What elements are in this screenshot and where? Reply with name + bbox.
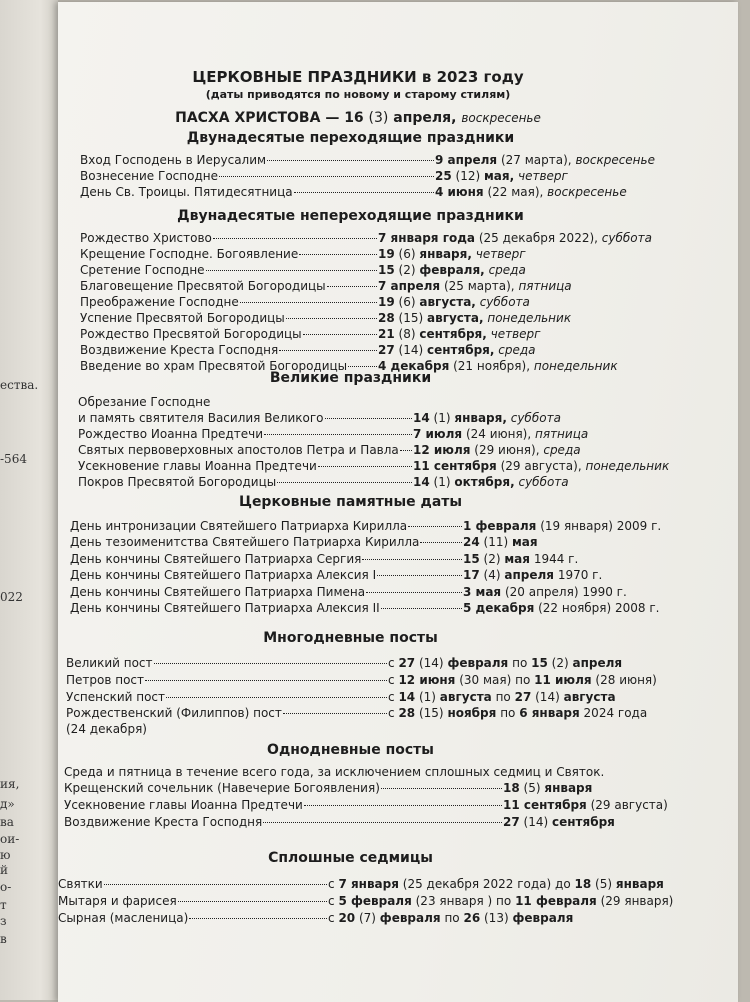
calendar-page [58, 2, 738, 1002]
table-row [80, 262, 526, 278]
fast-continuation: (24 декабря) [66, 722, 147, 736]
leader-dots [318, 466, 412, 467]
period-name: Сырная (масленица) [58, 911, 189, 925]
table-row [80, 184, 627, 200]
new-style-date: 7 апреля [378, 279, 441, 293]
table-row [80, 152, 655, 168]
month: января, [419, 247, 472, 261]
table-row [64, 780, 592, 796]
table-row [80, 278, 572, 294]
leader-dots [286, 318, 377, 319]
year: 1944 г. [533, 552, 579, 566]
holiday-name: Усекновение главы Иоанна Предтечи [78, 459, 317, 473]
holiday-date [503, 797, 668, 813]
to-new-date: 26 [463, 911, 481, 925]
period-range [388, 672, 657, 688]
month: апреля [504, 568, 554, 582]
table-row [80, 294, 530, 310]
holiday-date [413, 426, 588, 442]
period-range [388, 689, 616, 705]
old-style-date: (14) [523, 815, 549, 829]
month: августа, [419, 295, 476, 309]
left-page-fragment: й [0, 863, 8, 877]
new-style-date: 28 [378, 311, 395, 325]
holiday-name: Вход Господень в Иерусалим [80, 153, 267, 167]
oneday_fasts-heading: Однодневные посты [267, 742, 434, 758]
leader-dots [420, 542, 462, 543]
table-row [78, 458, 669, 474]
from-new-date: 20 [338, 911, 356, 925]
pascha-month: апреля, [393, 110, 457, 126]
leader-dots [325, 418, 412, 419]
leader-dots [104, 884, 327, 885]
table-row [58, 876, 664, 892]
continuous_weeks-heading: Сплошные седмицы [268, 850, 433, 866]
left-page-fragment: ю [0, 848, 11, 862]
left-page-fragment: ва [0, 815, 14, 829]
new-style-date: 3 мая [463, 585, 502, 599]
leader-dots [145, 680, 387, 681]
new-style-date: 11 сентября [413, 459, 497, 473]
old-style-date: (21 ноября), [453, 359, 531, 373]
old-style-date: (20 апреля) 1990 г. [504, 585, 627, 599]
holiday-name: Крещенский сочельник (Навечерие Богоявления) [64, 781, 380, 795]
leader-dots [277, 482, 412, 483]
weekday: четверг [490, 327, 541, 341]
holiday-name: Сретение Господне [80, 263, 205, 277]
month: сентября, [427, 343, 495, 357]
from-prefix: с [388, 673, 395, 687]
weekday: четверг [475, 247, 526, 261]
memorial-heading: Церковные памятные даты [238, 494, 463, 510]
holiday-date [378, 294, 530, 310]
period-name: Мытаря и фарисея [58, 894, 177, 908]
old-style-date: (14) [398, 343, 424, 357]
left-page-fragment: ои- [0, 832, 20, 846]
old-style-date: (29 августа), [500, 459, 582, 473]
from-old-date: (1) [418, 690, 436, 704]
month: мая, [484, 169, 515, 183]
from-prefix: с [328, 911, 335, 925]
left-page-fragment: з [0, 914, 7, 928]
table-row [58, 893, 673, 909]
range-joiner: по [515, 673, 531, 687]
table-row [64, 814, 615, 830]
month: февраля, [419, 263, 485, 277]
leader-dots [294, 192, 434, 193]
holiday-date [463, 551, 578, 567]
table-row [70, 584, 627, 600]
holiday-name: Вознесение Господне [80, 169, 218, 183]
holiday-date [463, 518, 661, 534]
table-row [70, 600, 660, 616]
holiday-date [378, 310, 571, 326]
old-style-date: (15) [398, 311, 424, 325]
weekday: среда [543, 443, 581, 457]
leader-dots [400, 450, 412, 451]
weekday: суббота [518, 475, 569, 489]
old-style-date: (5) [523, 781, 541, 795]
weekday: суббота [479, 295, 530, 309]
from-prefix: с [328, 894, 335, 908]
from-prefix: с [328, 877, 335, 891]
new-style-date: 9 апреля [435, 153, 498, 167]
holiday-name: Рождество Христово [80, 231, 212, 245]
new-style-date: 7 января года [378, 231, 475, 245]
leader-dots [154, 663, 387, 664]
holiday-name: День Св. Троицы. Пятидесятница [80, 185, 293, 199]
new-style-date: 17 [463, 568, 480, 582]
holiday-date [503, 780, 592, 796]
table-row [80, 230, 652, 246]
leader-dots [219, 176, 434, 177]
oneday-intro: Среда и пятница в течение всего года, за исключением сплошных седмиц и Святок. [64, 765, 605, 779]
new-style-date: 5 декабря [463, 601, 535, 615]
weekday: воскресенье [547, 185, 627, 199]
old-style-date: (25 декабря 2022), [478, 231, 598, 245]
from-old-date: (30 мая) [459, 673, 512, 687]
holiday-date [378, 262, 526, 278]
old-style-date: (1) [433, 411, 451, 425]
holiday-date [463, 584, 627, 600]
holiday-name: Воздвижение Креста Господня [64, 815, 263, 829]
left-page-fragment: ия, [0, 777, 20, 791]
movable-heading: Двунадесятые переходящие праздники [186, 130, 515, 146]
from-new-date: 14 [398, 690, 416, 704]
leader-dots [377, 575, 462, 576]
weekday: среда [498, 343, 536, 357]
holiday-date [463, 567, 602, 583]
leader-dots [279, 350, 377, 351]
great-heading: Великие праздники [269, 370, 432, 386]
to-new-date: 18 [574, 877, 592, 891]
new-style-date: 27 [378, 343, 395, 357]
old-style-date: (2) [483, 552, 501, 566]
old-style-date: (6) [398, 295, 416, 309]
month: сентября [552, 815, 615, 829]
holiday-name: Крещение Господне. Богоявление [80, 247, 299, 261]
leader-dots [166, 697, 387, 698]
holiday-date [378, 326, 540, 342]
table-row [64, 797, 668, 813]
left-page-fragment: ества. [0, 378, 39, 392]
weekday: понедельник [533, 359, 618, 373]
to-new-date: 27 [514, 690, 532, 704]
holiday-date [378, 246, 526, 262]
page-subtitle: (даты приводятся по новому и старому стилям) [205, 88, 511, 101]
month: октября, [454, 475, 515, 489]
new-style-date: 14 [413, 411, 430, 425]
to-month: апреля [572, 656, 623, 670]
table-row [80, 326, 540, 342]
old-style-date: (6) [398, 247, 416, 261]
month: января, [454, 411, 507, 425]
from-old-date: (23 января ) [415, 894, 493, 908]
weekday: четверг [518, 169, 568, 183]
table-row [70, 518, 661, 534]
leader-dots [304, 805, 502, 806]
weekday: понедельник [487, 311, 572, 325]
leader-dots [213, 238, 377, 239]
table-row [70, 551, 578, 567]
leader-dots [206, 270, 377, 271]
leader-dots [366, 592, 462, 593]
old-style-date: (24 июня), [465, 427, 532, 441]
period-range [328, 876, 664, 892]
fixed-heading: Двунадесятые непереходящие праздники [177, 208, 524, 224]
from-new-date: 27 [398, 656, 416, 670]
to-tail: 2024 года [583, 706, 648, 720]
weekday: пятница [518, 279, 572, 293]
leader-dots [283, 713, 387, 714]
holiday-name: и память святителя Василия Великого [78, 411, 324, 425]
left-page-fragment: о- [0, 880, 12, 894]
leader-dots [362, 559, 462, 560]
leader-dots [178, 901, 327, 902]
range-joiner: по [512, 656, 528, 670]
month: мая [512, 535, 538, 549]
weekday: среда [488, 263, 526, 277]
period-name: Великий пост [66, 656, 153, 670]
from-new-date: 5 февраля [338, 894, 412, 908]
from-old-date: (15) [418, 706, 444, 720]
holiday-date [463, 600, 660, 616]
holiday-date [463, 534, 538, 550]
from-month: августа [439, 690, 492, 704]
to-new-date: 15 [531, 656, 548, 670]
pascha-label: ПАСХА ХРИСТОВА — 16 [175, 110, 364, 126]
new-style-date: 25 [435, 169, 452, 183]
period-name: Рождественский (Филиппов) пост [66, 706, 282, 720]
great-pre-line: Обрезание Господне [78, 395, 211, 409]
from-new-date: 28 [398, 706, 416, 720]
table-row [80, 342, 536, 358]
left-page-fragment: -564 [0, 452, 27, 466]
month: сентября, [419, 327, 487, 341]
range-joiner: по [496, 894, 512, 908]
holiday-date [413, 458, 669, 474]
holiday-name: День тезоименитства Святейшего Патриарха Кирилла [70, 535, 420, 549]
range-joiner: по [495, 690, 511, 704]
new-style-date: 21 [378, 327, 395, 341]
old-style-date: (1) [433, 475, 451, 489]
table-row [80, 246, 526, 262]
to-old-date: (5) [595, 877, 613, 891]
holiday-date [378, 278, 572, 294]
from-month: ноября [447, 706, 497, 720]
new-style-date: 7 июля [413, 427, 463, 441]
new-style-date: 12 июля [413, 443, 471, 457]
table-row [78, 442, 581, 458]
table-row [70, 534, 538, 550]
period-name: Петров пост [66, 673, 145, 687]
holiday-date [435, 184, 627, 200]
table-row [66, 705, 647, 721]
pascha-old-date: (3) [368, 110, 389, 126]
new-style-date: 15 [378, 263, 395, 277]
holiday-name: Рождество Иоанна Предтечи [78, 427, 263, 441]
holiday-name: Воздвижение Креста Господня [80, 343, 279, 357]
holiday-name: День кончины Святейшего Патриарха Пимена [70, 585, 366, 599]
holiday-date [435, 168, 568, 184]
period-range [328, 893, 673, 909]
table-row [70, 567, 602, 583]
range-joiner: по [500, 706, 516, 720]
to-old-date: (28 июня) [595, 673, 657, 687]
leader-dots [263, 822, 502, 823]
to-old-date: (29 января) [600, 894, 674, 908]
holiday-name: Святых первоверховных апостолов Петра и Павла [78, 443, 399, 457]
holiday-date [503, 814, 615, 830]
weekday: суббота [601, 231, 652, 245]
period-name: Успенский пост [66, 690, 166, 704]
from-prefix: с [388, 706, 395, 720]
holiday-date [378, 230, 652, 246]
pascha-weekday: воскресенье [461, 111, 541, 125]
table-row [78, 474, 569, 490]
page-title: ЦЕРКОВНЫЕ ПРАЗДНИКИ в 2023 году [192, 68, 524, 86]
old-style-date: (19 января) 2009 г. [540, 519, 662, 533]
range-joiner: по [444, 911, 460, 925]
new-style-date: 19 [378, 247, 395, 261]
holiday-name: День кончины Святейшего Патриарха Сергия [70, 552, 362, 566]
holiday-date [413, 442, 581, 458]
new-style-date: 27 [503, 815, 520, 829]
month: января [544, 781, 593, 795]
table-row [80, 168, 568, 184]
from-month: февраля [379, 911, 441, 925]
old-style-date: (11) [483, 535, 509, 549]
weekday: пятница [535, 427, 589, 441]
old-style-date: (27 марта), [500, 153, 572, 167]
to-new-date: 11 июля [534, 673, 592, 687]
leader-dots [303, 334, 377, 335]
holiday-name: Благовещение Пресвятой Богородицы [80, 279, 326, 293]
leader-dots [189, 918, 327, 919]
leader-dots [299, 254, 377, 255]
leader-dots [264, 434, 412, 435]
holiday-date [413, 474, 569, 490]
old-style-date: (2) [398, 263, 416, 277]
from-month: февраля [447, 656, 509, 670]
from-prefix: с [388, 656, 395, 670]
from-prefix: с [388, 690, 395, 704]
year: 1970 г. [557, 568, 603, 582]
weekday: понедельник [585, 459, 670, 473]
holiday-name: Усекновение главы Иоанна Предтечи [64, 798, 303, 812]
new-style-date: 4 декабря [378, 359, 450, 373]
left-page-fragment: в [0, 932, 7, 946]
new-style-date: 4 июня [435, 185, 484, 199]
table-row [78, 410, 561, 426]
left-page-fragment: д» [0, 797, 15, 811]
holiday-date [435, 152, 655, 168]
leader-dots [381, 608, 462, 609]
month: мая [504, 552, 530, 566]
from-old-date: (14) [418, 656, 444, 670]
to-month: августа [563, 690, 616, 704]
new-style-date: 18 [503, 781, 520, 795]
period-name: Святки [58, 877, 103, 891]
holiday-name: Покров Пресвятой Богородицы [78, 475, 277, 489]
leader-dots [327, 286, 377, 287]
holiday-name: Введение во храм Пресвятой Богородицы [80, 359, 348, 373]
old-style-date: (4) [483, 568, 501, 582]
old-style-date: (29 июня), [474, 443, 540, 457]
from-old-date: (25 декабря 2022 года) [402, 877, 552, 891]
leader-dots [240, 302, 377, 303]
to-month: января [615, 877, 664, 891]
range-joiner: до [555, 877, 571, 891]
old-style-date: (22 ноября) 2008 г. [538, 601, 660, 615]
new-style-date: 1 февраля [463, 519, 537, 533]
from-new-date: 12 июня [398, 673, 456, 687]
pascha-line [58, 110, 658, 126]
to-old-date: (2) [551, 656, 569, 670]
from-old-date: (7) [358, 911, 376, 925]
new-style-date: 19 [378, 295, 395, 309]
multiday_fasts-heading: Многодневные посты [263, 630, 438, 646]
table-row [66, 672, 657, 688]
to-new-date: 6 января [519, 706, 580, 720]
new-style-date: 11 сентября [503, 798, 587, 812]
to-month: февраля [512, 911, 574, 925]
period-range [328, 910, 573, 926]
weekday: суббота [510, 411, 561, 425]
table-row [66, 655, 622, 671]
weekday: воскресенье [575, 153, 655, 167]
old-style-date: (12) [455, 169, 481, 183]
left-page-fragment: 022 [0, 590, 23, 604]
old-style-date: (8) [398, 327, 416, 341]
month: августа, [427, 311, 484, 325]
holiday-name: Успение Пресвятой Богородицы [80, 311, 285, 325]
holiday-name: Рождество Пресвятой Богородицы [80, 327, 302, 341]
to-new-date: 11 февраля [515, 894, 597, 908]
to-old-date: (13) [484, 911, 509, 925]
old-style-date: (22 мая), [487, 185, 544, 199]
period-range [388, 655, 622, 671]
holiday-name: Преображение Господне [80, 295, 239, 309]
period-range [388, 705, 647, 721]
table-row [78, 426, 588, 442]
new-style-date: 14 [413, 475, 430, 489]
leader-dots [348, 366, 377, 367]
holiday-name: День кончины Святейшего Патриарха Алексия I [70, 568, 377, 582]
holiday-date [378, 342, 536, 358]
leader-dots [408, 526, 462, 527]
table-row [66, 689, 616, 705]
new-style-date: 24 [463, 535, 480, 549]
holiday-name: День кончины Святейшего Патриарха Алексия II [70, 601, 380, 615]
from-new-date: 7 января [338, 877, 399, 891]
new-style-date: 15 [463, 552, 480, 566]
to-old-date: (14) [535, 690, 560, 704]
table-row [80, 310, 571, 326]
leader-dots [381, 788, 502, 789]
leader-dots [267, 160, 434, 161]
holiday-date [413, 410, 561, 426]
holiday-name: День интронизации Святейшего Патриарха Кирилла [70, 519, 408, 533]
old-style-date: (25 марта), [443, 279, 515, 293]
table-row [58, 910, 573, 926]
old-style-date: (29 августа) [590, 798, 668, 812]
left-page-fragment: т [0, 898, 7, 912]
